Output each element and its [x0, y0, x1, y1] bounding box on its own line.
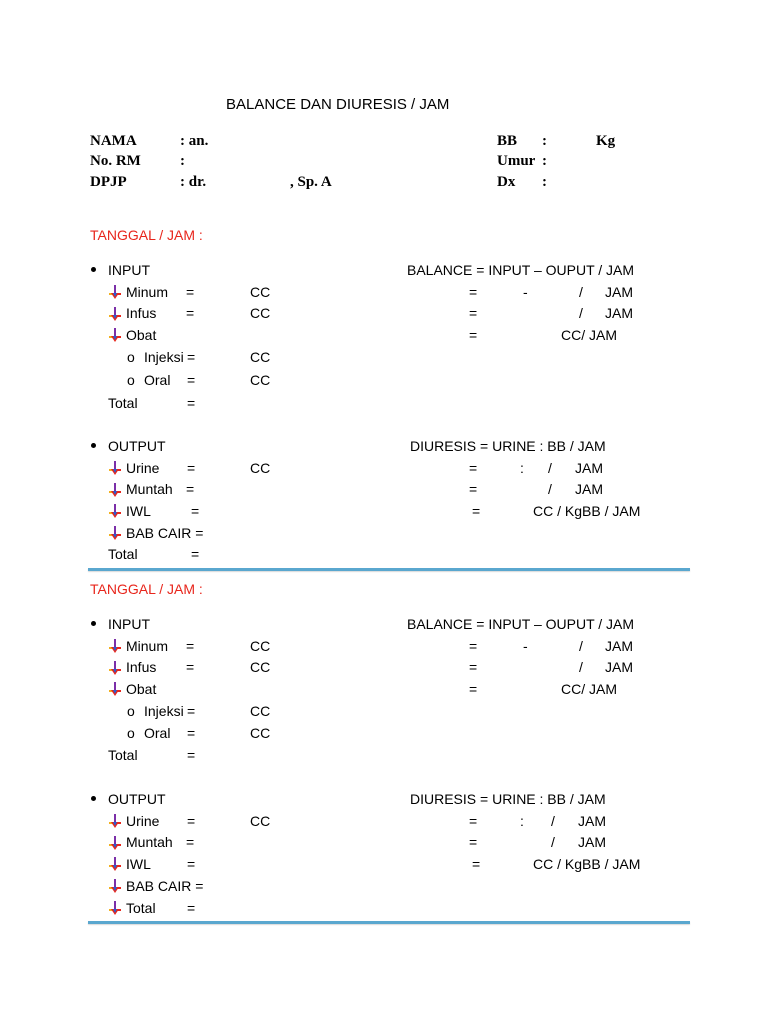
eq: = [187, 460, 196, 476]
section-divider [88, 568, 690, 571]
dpjp-suffix: , Sp. A [290, 174, 332, 190]
nama-value: : an. [180, 133, 209, 149]
slash: / [548, 460, 552, 476]
dx-label: Dx [497, 174, 516, 190]
slash: / [579, 284, 583, 300]
slash: / [579, 638, 583, 654]
eq: = [187, 747, 196, 763]
jam-unit: JAM [575, 481, 603, 497]
bab-cair-label: BAB CAIR = [126, 878, 204, 894]
dash: - [523, 638, 528, 654]
sub-bullet: o [127, 372, 135, 388]
iwl-label: IWL [126, 856, 151, 872]
input-heading: INPUT [108, 262, 150, 278]
umur-colon: : [542, 153, 547, 169]
obat-label: Obat [126, 681, 157, 697]
down-arrow-icon [109, 483, 121, 497]
jam-unit: JAM [605, 305, 633, 321]
cc-unit: CC [250, 813, 271, 829]
jam-unit: JAM [605, 284, 633, 300]
muntah-label: Muntah [126, 834, 173, 850]
eq: = [469, 327, 478, 343]
sub-bullet: o [127, 349, 135, 365]
down-arrow-icon [109, 328, 121, 342]
dash: - [523, 284, 528, 300]
cc-unit: CC [250, 372, 271, 388]
eq: = [187, 900, 196, 916]
down-arrow-icon [109, 307, 121, 321]
cc-kgbb-jam-unit: CC / KgBB / JAM [533, 856, 641, 872]
eq: = [187, 813, 196, 829]
down-arrow-icon [109, 639, 121, 653]
eq: = [186, 305, 195, 321]
bab-cair-label: BAB CAIR = [126, 525, 204, 541]
bb-label: BB [497, 133, 518, 149]
eq: = [186, 659, 195, 675]
rm-value: : [180, 153, 185, 169]
slash: / [548, 481, 552, 497]
cc-unit: CC [250, 460, 271, 476]
slash: / [551, 813, 555, 829]
jam-unit: JAM [575, 460, 603, 476]
total-label: Total [108, 546, 138, 562]
eq: = [187, 349, 196, 365]
eq: = [472, 503, 481, 519]
infus-label: Infus [126, 659, 157, 675]
eq: = [187, 703, 196, 719]
eq: = [191, 503, 200, 519]
eq: = [469, 681, 478, 697]
bb-unit: Kg [596, 133, 616, 149]
balance-formula: BALANCE = INPUT – OUPUT / JAM [407, 262, 635, 278]
eq: = [472, 856, 481, 872]
dpjp-label: DPJP [90, 174, 127, 190]
jam-unit: JAM [605, 638, 633, 654]
bullet-dot [91, 621, 96, 626]
eq: = [469, 284, 478, 300]
jam-unit: JAM [578, 834, 606, 850]
bullet-dot [91, 796, 96, 801]
eq: = [469, 834, 478, 850]
slash: / [579, 305, 583, 321]
eq: = [469, 460, 478, 476]
eq: = [191, 546, 200, 562]
tanggal-heading: TANGGAL / JAM : [90, 581, 203, 597]
cc-unit: CC [250, 725, 271, 741]
injeksi-label: Injeksi [144, 349, 184, 365]
cc-unit: CC [250, 638, 271, 654]
down-arrow-icon [109, 901, 121, 915]
down-arrow-icon [109, 836, 121, 850]
output-heading: OUTPUT [108, 791, 166, 807]
slash: / [579, 659, 583, 675]
down-arrow-icon [109, 879, 121, 893]
total-label: Total [126, 900, 156, 916]
obat-label: Obat [126, 327, 157, 343]
down-arrow-icon [109, 814, 121, 828]
eq: = [187, 372, 196, 388]
injeksi-label: Injeksi [144, 703, 184, 719]
total-label: Total [108, 747, 138, 763]
tanggal-heading: TANGGAL / JAM : [90, 227, 203, 243]
jam-unit: JAM [605, 659, 633, 675]
down-arrow-icon [109, 857, 121, 871]
colon: : [520, 813, 524, 829]
sub-bullet: o [127, 703, 135, 719]
cc-jam-unit: CC/ JAM [561, 327, 617, 343]
down-arrow-icon [109, 526, 121, 540]
page-title: BALANCE DAN DIURESIS / JAM [226, 96, 450, 113]
eq: = [186, 481, 195, 497]
eq: = [469, 813, 478, 829]
output-heading: OUTPUT [108, 438, 166, 454]
nama-label: NAMA [90, 133, 137, 149]
eq: = [469, 305, 478, 321]
eq: = [469, 659, 478, 675]
colon: : [520, 460, 524, 476]
input-heading: INPUT [108, 616, 150, 632]
oral-label: Oral [144, 372, 171, 388]
cc-jam-unit: CC/ JAM [561, 681, 617, 697]
eq: = [187, 395, 196, 411]
cc-unit: CC [250, 703, 271, 719]
minum-label: Minum [126, 284, 169, 300]
section-divider [88, 921, 690, 924]
sub-bullet: o [127, 725, 135, 741]
total-label: Total [108, 395, 138, 411]
balance-formula: BALANCE = INPUT – OUPUT / JAM [407, 616, 635, 632]
dx-colon: : [542, 174, 547, 190]
bullet-dot [91, 443, 96, 448]
cc-unit: CC [250, 305, 271, 321]
diuresis-formula: DIURESIS = URINE : BB / JAM [410, 438, 606, 454]
urine-label: Urine [126, 813, 160, 829]
slash: / [551, 834, 555, 850]
bb-colon: : [542, 133, 547, 149]
rm-label: No. RM [90, 153, 141, 169]
minum-label: Minum [126, 638, 169, 654]
diuresis-formula: DIURESIS = URINE : BB / JAM [410, 791, 606, 807]
dpjp-value: : dr. [180, 174, 207, 190]
eq: = [187, 856, 196, 872]
eq: = [469, 638, 478, 654]
down-arrow-icon [109, 504, 121, 518]
jam-unit: JAM [578, 813, 606, 829]
eq: = [469, 481, 478, 497]
umur-label: Umur [497, 153, 536, 169]
eq: = [186, 284, 195, 300]
eq: = [187, 725, 196, 741]
cc-unit: CC [250, 659, 271, 675]
cc-kgbb-jam-unit: CC / KgBB / JAM [533, 503, 641, 519]
cc-unit: CC [250, 349, 271, 365]
bullet-dot [91, 267, 96, 272]
down-arrow-icon [109, 461, 121, 475]
down-arrow-icon [109, 285, 121, 299]
down-arrow-icon [109, 661, 121, 675]
muntah-label: Muntah [126, 481, 173, 497]
eq: = [186, 638, 195, 654]
iwl-label: IWL [126, 503, 151, 519]
down-arrow-icon [109, 682, 121, 696]
oral-label: Oral [144, 725, 171, 741]
eq: = [186, 834, 195, 850]
infus-label: Infus [126, 305, 157, 321]
urine-label: Urine [126, 460, 160, 476]
cc-unit: CC [250, 284, 271, 300]
